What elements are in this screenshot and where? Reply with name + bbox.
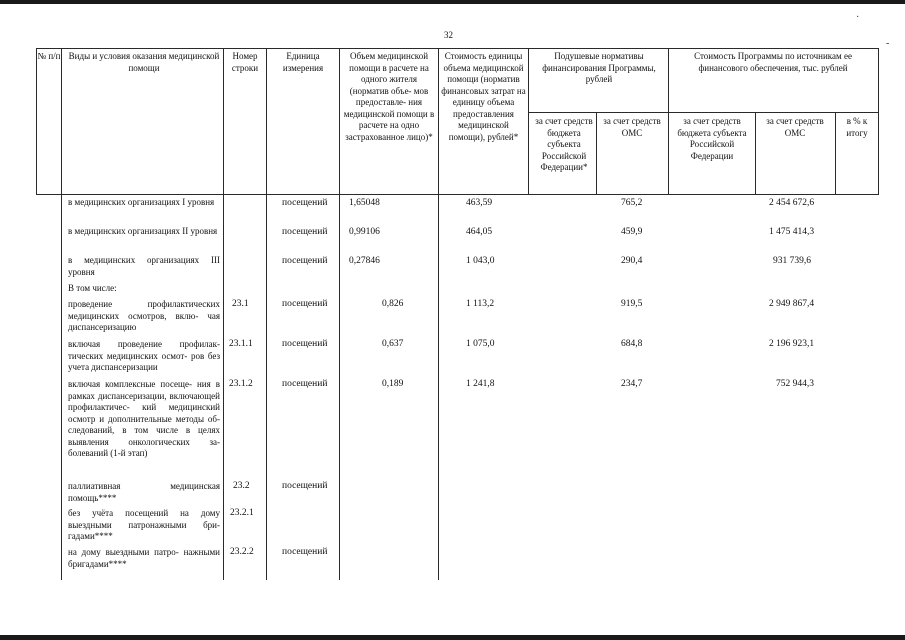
col-border bbox=[835, 112, 836, 195]
row-name: в медицинских организациях I уровня bbox=[68, 197, 215, 207]
row-cost: 1 075,0 bbox=[466, 339, 495, 349]
col-border bbox=[755, 112, 756, 195]
row-unit: посещений bbox=[282, 481, 328, 491]
header-num: № п/п bbox=[37, 51, 61, 61]
row-unit: посещений bbox=[282, 379, 328, 389]
row-percapita-oms: 234,7 bbox=[621, 379, 643, 389]
header-percapita-oms: за счет средств ОМС bbox=[603, 116, 661, 138]
subheader-border bbox=[528, 112, 878, 113]
row-volume: 0,826 bbox=[382, 299, 404, 309]
row-unit: посещений bbox=[282, 227, 328, 237]
row-number: 23.2.1 bbox=[230, 508, 254, 518]
col-border bbox=[36, 48, 37, 195]
col-border bbox=[668, 48, 669, 195]
row-percapita-oms: 684,8 bbox=[621, 339, 643, 349]
row-program-oms: 752 944,3 bbox=[776, 379, 814, 389]
row-volume: 0,99106 bbox=[349, 227, 380, 237]
table-top-border bbox=[36, 48, 878, 49]
col-border bbox=[266, 48, 267, 580]
row-name: на дому выездными патро- нажными бригадами**** bbox=[68, 547, 220, 569]
row-percapita-oms: 765,2 bbox=[621, 198, 643, 208]
header-program-cost: Стоимость Программы по источникам ее финансового обеспечения, тыс. рублей bbox=[694, 51, 852, 73]
row-unit: посещений bbox=[282, 299, 328, 309]
header-program-oms: за счет средств ОМС bbox=[766, 116, 824, 138]
row-name: включая проведение профилак- тических медицинских осмот- ров без учета диспансеризации bbox=[68, 339, 220, 372]
row-name: без учёта посещений на дому выездными патронажными бри- гадами**** bbox=[68, 508, 220, 541]
header-unit: Единица измерения bbox=[282, 51, 324, 73]
row-cost: 1 113,2 bbox=[466, 299, 495, 309]
row-program-oms: 2 454 672,6 bbox=[769, 198, 815, 208]
row-name: в медицинских организациях II уровня bbox=[68, 226, 218, 236]
row-program-oms: 2 949 867,4 bbox=[769, 299, 815, 309]
scan-top-border bbox=[0, 0, 905, 4]
row-cost: 464,05 bbox=[466, 227, 493, 237]
row-cost: 1 043,0 bbox=[466, 256, 495, 266]
row-program-oms: 1 475 414,3 bbox=[769, 227, 815, 237]
header-program-pct: в % к итогу bbox=[846, 116, 868, 138]
col-border bbox=[339, 48, 340, 580]
row-volume: 0,637 bbox=[382, 339, 404, 349]
header-bottom-border bbox=[36, 194, 878, 195]
page-number: 32 bbox=[444, 30, 453, 40]
row-name: паллиативная медицинская помощь**** bbox=[68, 481, 220, 503]
header-percapita: Подушевые нормативы финансирования Программы, рублей bbox=[542, 51, 656, 84]
row-unit: посещений bbox=[282, 256, 328, 266]
header-row: Номер строки bbox=[231, 51, 259, 73]
row-number: 23.2 bbox=[233, 481, 250, 491]
col-border bbox=[596, 112, 597, 195]
row-volume: 1,65048 bbox=[349, 198, 380, 208]
header-volume: Объем медицинской помощи в расчете на одного жителя (норматив объе- мов предоставле- ния медицинской помощи в расчете на одно застрахованное лицо)* bbox=[343, 51, 435, 142]
row-name: В том числе: bbox=[68, 283, 117, 293]
header-percapita-budget: за счет средств бюджета субъекта Российской Федерации* bbox=[535, 116, 593, 172]
scan-mark: · bbox=[856, 12, 860, 23]
row-program-oms: 2 196 923,1 bbox=[769, 339, 815, 349]
col-border bbox=[223, 48, 224, 580]
scan-bottom-border bbox=[0, 635, 905, 640]
row-number: 23.2.2 bbox=[230, 547, 254, 557]
col-border bbox=[878, 48, 879, 195]
col-border bbox=[528, 48, 529, 195]
row-name: проведение профилактических медицинских осмотров, вклю- чая диспансеризацию bbox=[68, 299, 220, 332]
row-volume: 0,189 bbox=[382, 379, 404, 389]
row-number: 23.1.1 bbox=[229, 339, 253, 349]
row-name: в медицинских организациях III уровня bbox=[68, 255, 220, 277]
row-volume: 0,27846 bbox=[349, 256, 380, 266]
row-number: 23.1.2 bbox=[229, 379, 253, 389]
header-cost: Стоимость единицы объема медицинской помощи (норматив финансовых затрат на единицу объема предоставления медицинской помощи), рублей* bbox=[441, 51, 526, 142]
row-unit: посещений bbox=[282, 547, 328, 557]
row-cost: 463,59 bbox=[466, 198, 493, 208]
row-percapita-oms: 459,9 bbox=[621, 227, 643, 237]
row-cost: 1 241,8 bbox=[466, 379, 495, 389]
col-border bbox=[61, 48, 62, 580]
row-unit: посещений bbox=[282, 339, 328, 349]
row-percapita-oms: 290,4 bbox=[621, 256, 643, 266]
row-program-oms: 931 739,6 bbox=[773, 256, 811, 266]
row-unit: посещений bbox=[282, 198, 328, 208]
row-name: включая комплексные посеще- ния в рамках диспансеризации, включающей профилактичес- кий медицинский осмотр и дополнительные методы об- следований, в том числе в целях выявления онкологических за- болеваний (1-й этап) bbox=[68, 379, 220, 458]
row-percapita-oms: 919,5 bbox=[621, 299, 643, 309]
header-program-budget: за счет средств бюджета субъекта Российской Федерации bbox=[677, 116, 747, 161]
scan-mark: - bbox=[886, 38, 890, 49]
header-types: Виды и условия оказания медицинской помощи bbox=[68, 51, 220, 73]
row-number: 23.1 bbox=[232, 299, 249, 309]
col-border bbox=[438, 48, 439, 580]
